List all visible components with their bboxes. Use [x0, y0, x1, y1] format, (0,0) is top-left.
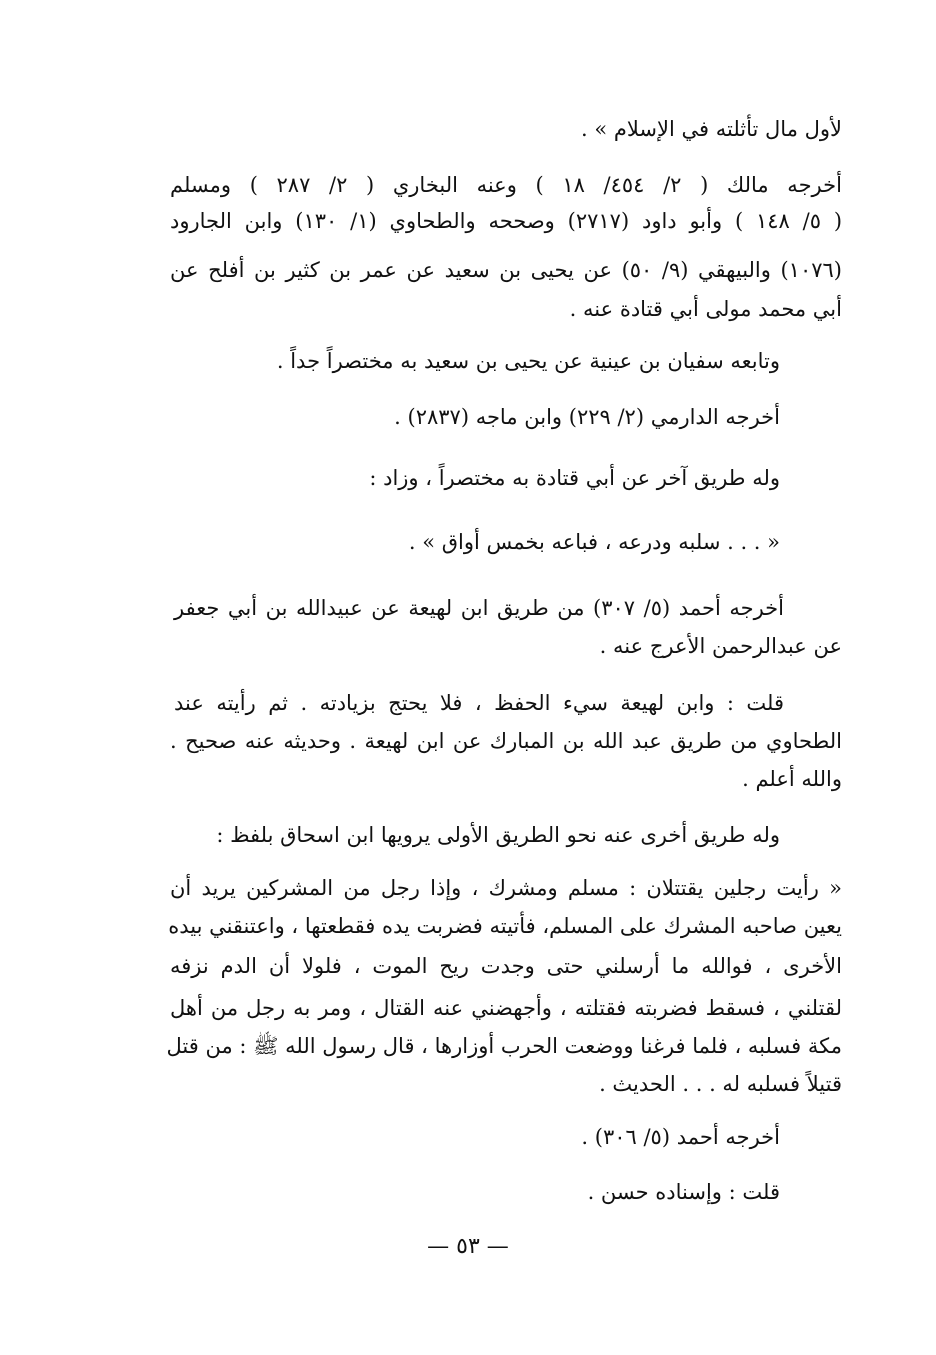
text-line: (١٠٧٦) والبيهقي (٩/ ٥٠) عن يحيى بن سعيد عن عمر بن كثير بن أفلح عن [170, 258, 842, 282]
text-line: قلت : وإسناده حسن . [587, 1180, 780, 1204]
text-line: أخرجه الدارمي (٢/ ٢٢٩) وابن ماجه (٢٨٣٧) . [394, 405, 780, 429]
text-line: « . . . سلبه ودرعه ، فباعه بخمس أواق » . [408, 530, 780, 554]
text-line: لقتلني ، فسقط فضربته فقتلته ، وأجهضني عنه القتال ، ومر به رجل من أهل [170, 996, 842, 1020]
text-line: قتيلاً فسلبه له . . . الحديث . [599, 1072, 842, 1096]
page-number: — ٥٣ — [427, 1234, 509, 1259]
text-line: أخرجه أحمد (٥/ ٣٠٦) . [581, 1125, 780, 1149]
text-line: وله طريق آخر عن أبي قتادة به مختصراً ، وزاد : [369, 466, 780, 490]
text-line: أخرجه أحمد (٥/ ٣٠٧) من طريق ابن لهيعة عن عبيدالله بن أبي جعفر [174, 596, 784, 620]
text-line: والله أعلم . [742, 767, 842, 791]
text-line: قلت : وابن لهيعة سيء الحفظ ، فلا يحتج بزيادته . ثم رأيته عند [174, 691, 784, 715]
text-line: أخرجه مالك ( ٢/ ٤٥٤/ ١٨ ) وعنه البخاري ( ٢/ ٢٨٧ ) ومسلم [170, 173, 842, 197]
text-line: « رأيت رجلين يقتتلان : مسلم ومشرك ، وإذا رجل من المشركين يريد أن [170, 876, 842, 900]
text-line: يعين صاحبه المشرك على المسلم، فأتيته فضربت يده فقطعتها ، واعتنقني بيده [168, 914, 842, 938]
text-line: الطحاوي من طريق عبد الله بن المبارك عن ابن لهيعة . وحديثه عنه صحيح . [170, 729, 842, 753]
text-line: الأخرى ، فوالله ما أرسلني حتى وجدت ريح الموت ، فلولا أن الدم نزفه [170, 954, 842, 978]
text-line: مكة فسلبه ، فلما فرغنا ووضعت الحرب أوزارها ، قال رسول الله ﷺ : من قتل [166, 1034, 842, 1058]
text-line: أبي محمد مولى أبي قتادة عنه . [569, 297, 842, 321]
text-line: ( ٥/ ١٤٨ ) وأبو داود (٢٧١٧) وصححه والطحاوي (١/ ١٣٠) وابن الجارود [170, 209, 843, 233]
text-line: عن عبدالرحمن الأعرج عنه . [599, 634, 842, 658]
text-line: لأول مال تأثلته في الإسلام » . [581, 117, 842, 141]
text-line: وله طريق أخرى عنه نحو الطريق الأولى يرويها ابن اسحاق بلفظ : [216, 823, 780, 847]
text-line: وتابعه سفيان بن عينية عن يحيى بن سعيد به مختصراً جداً . [276, 349, 780, 373]
